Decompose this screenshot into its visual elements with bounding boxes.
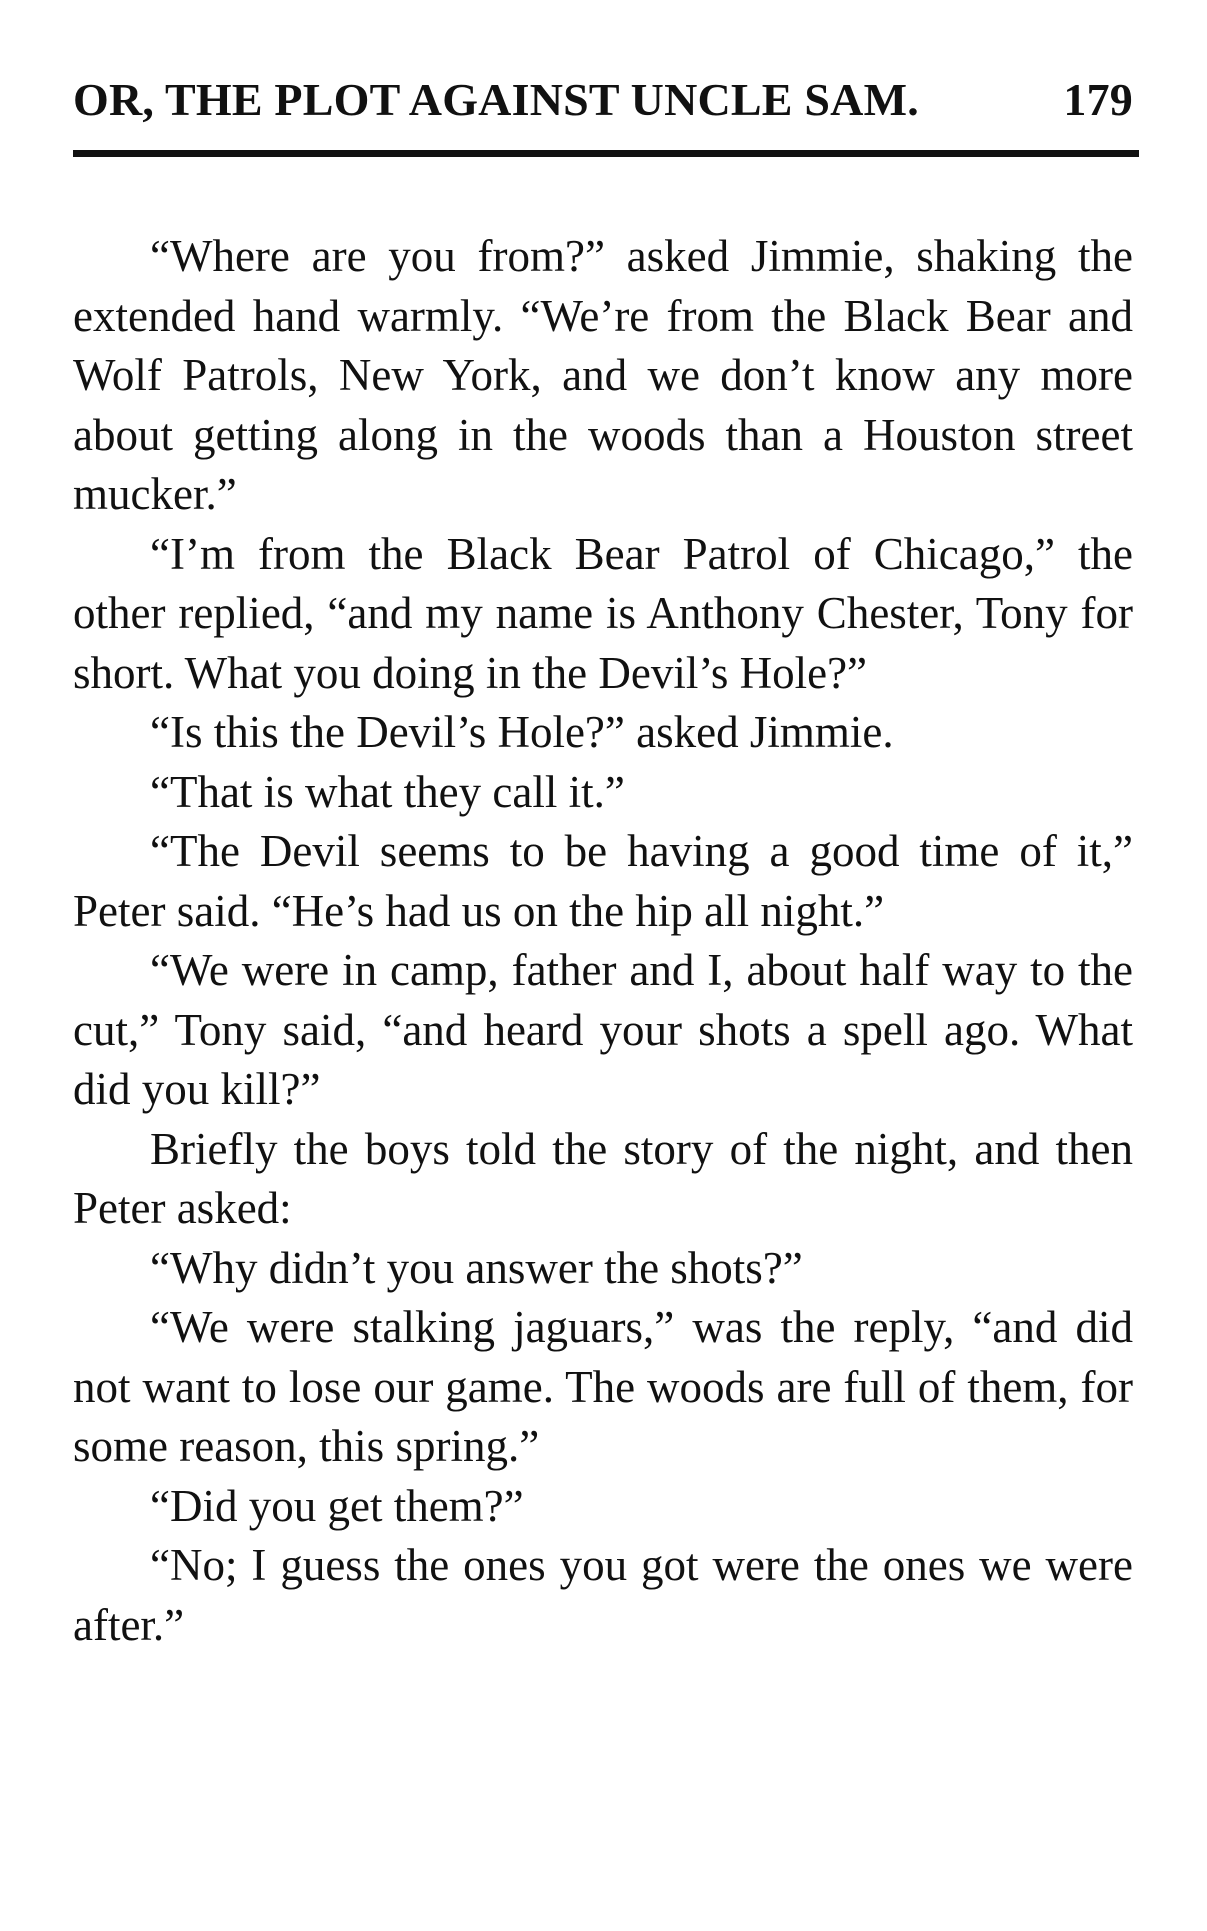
- page-number: 179: [1063, 74, 1133, 125]
- paragraph: “Where are you from?” asked Jimmie, shaking the extended hand warmly. “We’re from the Black Bear and Wolf Patrols, New York, and we don’t know any more about getting along in the woods than a Houston street mucker.”: [73, 231, 1133, 519]
- paragraph: “Is this the Devil’s Hole?” asked Jimmie.: [150, 707, 894, 757]
- paragraph: “We were in camp, father and I, about half way to the cut,” Tony said, “and heard your shots a spell ago. What did you kill?”: [73, 945, 1133, 1114]
- paragraph: “The Devil seems to be having a good time of it,” Peter said. “He’s had us on the hip all night.”: [73, 826, 1133, 936]
- body-text: [73, 227, 1133, 1655]
- header-rule: [73, 150, 1139, 157]
- running-head: [73, 72, 1133, 128]
- paragraph: Briefly the boys told the story of the night, and then Peter asked:: [73, 1123, 1133, 1233]
- paragraph: “That is what they call it.”: [150, 766, 625, 817]
- paragraph: “Why didn’t you answer the shots?”: [150, 1242, 803, 1293]
- paragraph: “Did you get them?”: [150, 1480, 524, 1531]
- running-title: OR, THE PLOT AGAINST UNCLE SAM.: [73, 74, 919, 125]
- paragraph: “I’m from the Black Bear Patrol of Chicago,” the other replied, “and my name is Anthony Chester, Tony for short. What you doing in the Devil’s Hole?”: [73, 528, 1133, 698]
- paragraph: “We were stalking jaguars,” was the reply, “and did not want to lose our game. The woods are full of them, for some reason, this spring.”: [73, 1302, 1133, 1471]
- paragraph: “No; I guess the ones you got were the ones we were after.”: [73, 1540, 1133, 1650]
- book-page: [73, 72, 1133, 1655]
